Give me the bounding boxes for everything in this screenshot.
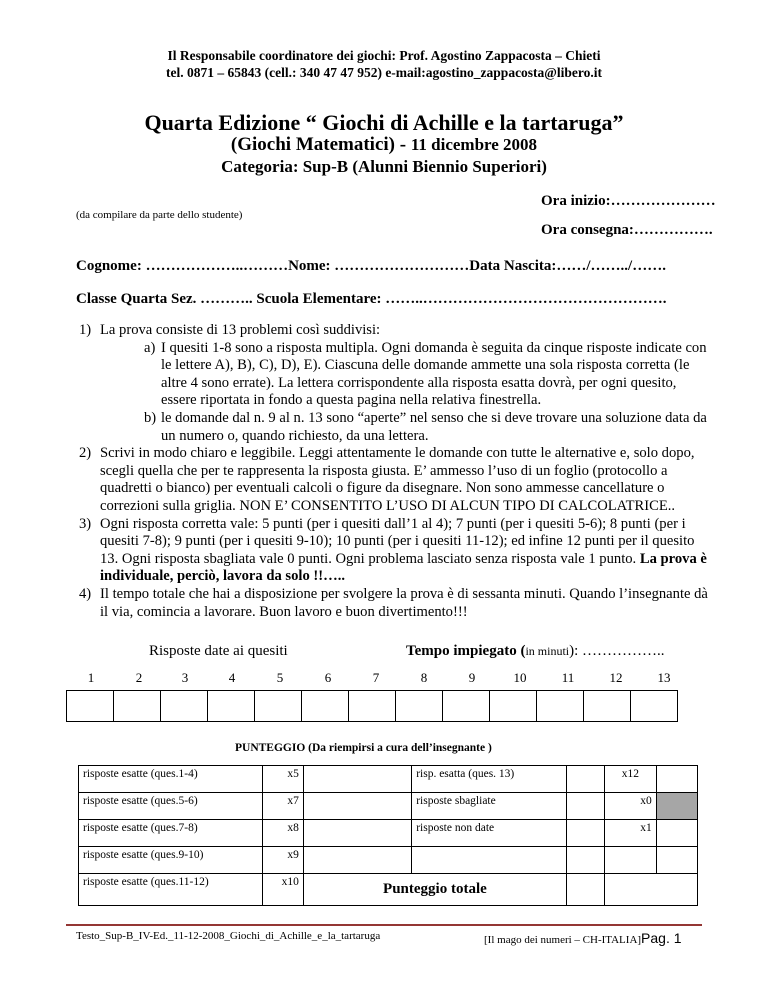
- score-multiplier: x8: [262, 820, 303, 847]
- instruction-4: 4) Il tempo totale che hai a disposizione per svolgere la prova è di sessanta minuti. Quando l’insegnante dà il via, comincia a lavorare. Buon lavoro e buon divertimento!!!: [79, 585, 708, 620]
- answer-box-6[interactable]: [302, 691, 349, 722]
- answer-number: 10: [513, 670, 527, 685]
- category-title: Categoria: Sup-B (Alunni Biennio Superiori): [221, 157, 547, 176]
- score-cell[interactable]: [303, 793, 411, 820]
- score-cell[interactable]: [566, 820, 604, 847]
- instruction-1: 1) La prova consiste di 13 problemi così suddivisi:: [79, 322, 381, 338]
- coordinator-line: Il Responsabile coordinatore dei giochi: Prof. Agostino Zappacosta – Chieti: [167, 48, 601, 63]
- score-cell[interactable]: [656, 847, 697, 874]
- score-table: [78, 765, 698, 906]
- instruction-1a: a) I quesiti 1-8 sono a risposta multipla. Ogni domanda è seguita da cinque risposte indicate con le lettere A), B), C), D), E). Ciascuna delle domande ammette una sola risposta corretta (le altre 4 sono errate). La lettera corrispondente alla risposta esatta dovrà, per ogni quesito, essere riportata in fondo a questa pagina nella relativa finestrella.: [144, 339, 707, 409]
- score-cell[interactable]: [566, 793, 604, 820]
- score-multiplier: x5: [262, 766, 303, 793]
- student-note: (da compilare da parte dello studente): [76, 209, 243, 221]
- score-cell[interactable]: [566, 766, 604, 793]
- answer-box-4[interactable]: [208, 691, 255, 722]
- answer-box-2[interactable]: [114, 691, 161, 722]
- answer-number: 1: [87, 670, 95, 685]
- score-cell[interactable]: [605, 847, 657, 874]
- answer-number: 9: [468, 670, 476, 685]
- score-cell[interactable]: [566, 874, 604, 906]
- page-subtitle: (Giochi Matematici) - 11 dicembre 2008: [230, 134, 538, 155]
- answer-box-11[interactable]: [537, 691, 584, 722]
- answer-box-9[interactable]: [443, 691, 490, 722]
- answer-grid: [66, 690, 678, 722]
- score-label: risposte sbagliate: [412, 793, 567, 820]
- score-cell[interactable]: [303, 766, 411, 793]
- answer-number: 8: [420, 670, 428, 685]
- total-score-cell[interactable]: [605, 874, 698, 906]
- answer-box-1[interactable]: [67, 691, 114, 722]
- answer-number: 12: [609, 670, 623, 685]
- footer-credit: [Il mago dei numeri – CH-ITALIA]Pag. 1: [484, 930, 682, 946]
- answer-box-7[interactable]: [349, 691, 396, 722]
- answer-number: 11: [561, 670, 575, 685]
- score-heading: PUNTEGGIO (Da riempirsi a cura dell’insegnante ): [235, 742, 492, 754]
- answer-number: 3: [181, 670, 189, 685]
- score-multiplier: x9: [262, 847, 303, 874]
- answer-box-3[interactable]: [161, 691, 208, 722]
- answer-box-5[interactable]: [255, 691, 302, 722]
- school-info-line[interactable]: Classe Quarta Sez. ……….. Scuola Elementare: ……..………………………………………….: [76, 291, 667, 307]
- page-number: Pag. 1: [641, 930, 682, 946]
- start-time-field[interactable]: Ora inizio:…………………: [541, 193, 716, 209]
- score-cell[interactable]: [303, 847, 411, 874]
- answer-box-10[interactable]: [490, 691, 537, 722]
- answer-box-8[interactable]: [396, 691, 443, 722]
- instruction-3: 3) Ogni risposta corretta vale: 5 punti (per i quesiti dall’1 al 4); 7 punti (per i quesiti 5-6); 8 punti (per i quesiti 7-8); 9 punti (per i quesiti 9-10); 10 punti (per i quesiti 11-12); ed infine 12 punti per il quesito 13. Ogni risposta sbagliata vale 0 punti. Ogni problema lasciato senza risposta vale 1 punto. La prova è individuale, perciò, lavora da solo !!…..: [79, 515, 707, 585]
- instruction-1b: b) le domande dal n. 9 al n. 13 sono “aperte” nel senso che si deve trovare una soluzione data da un numero o, quando richiesto, da una lettera.: [144, 409, 707, 444]
- answer-number: 6: [324, 670, 332, 685]
- time-used-label[interactable]: Tempo impiegato (in minuti): ……………..: [406, 643, 665, 659]
- score-multiplier: x7: [262, 793, 303, 820]
- score-label: risposte non date: [412, 820, 567, 847]
- score-cell[interactable]: [656, 766, 697, 793]
- student-info-line[interactable]: Cognome: ………………..………Nome: ………………………Data Nascita:……/……../…….: [76, 258, 666, 274]
- end-time-field[interactable]: Ora consegna:…………….: [541, 222, 713, 238]
- answers-label: Risposte date ai quesiti: [149, 643, 288, 659]
- footer-divider: [66, 924, 702, 926]
- contact-line: tel. 0871 – 65843 (cell.: 340 47 47 952) e-mail:agostino_zappacosta@libero.it: [165, 65, 602, 80]
- score-multiplier: x10: [262, 874, 303, 906]
- score-label: risposte esatte (ques.11-12): [79, 874, 263, 906]
- score-cell[interactable]: [412, 847, 567, 874]
- score-multiplier: x1: [605, 820, 657, 847]
- score-label: risposte esatte (ques.9-10): [79, 847, 263, 874]
- score-multiplier: x12: [605, 766, 657, 793]
- answer-number: 7: [372, 670, 380, 685]
- score-label: risposte esatte (ques.5-6): [79, 793, 263, 820]
- score-cell[interactable]: [303, 820, 411, 847]
- answer-box-13[interactable]: [631, 691, 678, 722]
- answer-number: 13: [657, 670, 671, 685]
- answer-number: 2: [135, 670, 143, 685]
- score-label: risposte esatte (ques.1-4): [79, 766, 263, 793]
- score-cell[interactable]: [656, 820, 697, 847]
- instructions-list: [79, 322, 710, 621]
- answer-number: 5: [276, 670, 284, 685]
- instruction-2: 2) Scrivi in modo chiaro e leggibile. Leggi attentamente le domande con tutte le alternative e, solo dopo, scegli quella che per te rappresenta la risposta giusta. E’ ammesso l’uso di un foglio (protocollo a quadretti o bianco) per eventuali calcoli o figure da disegnare. Non sono ammesse cancellature o correzioni sulla griglia. NON E’ CONSENTITO L’USO DI ALCUN TIPO DI CALCOLATRICE..: [79, 445, 695, 514]
- total-score-label: Punteggio totale: [303, 874, 566, 906]
- score-multiplier: x0: [605, 793, 657, 820]
- score-label: risp. esatta (ques. 13): [412, 766, 567, 793]
- answer-box-12[interactable]: [584, 691, 631, 722]
- shaded-cell: [656, 793, 697, 820]
- score-cell[interactable]: [566, 847, 604, 874]
- footer-filename: Testo_Sup-B_IV-Ed._11-12-2008_Giochi_di_Achille_e_la_tartaruga: [76, 930, 381, 942]
- answer-number: 4: [228, 670, 236, 685]
- page-title: Quarta Edizione “ Giochi di Achille e la tartaruga”: [144, 110, 624, 135]
- score-label: risposte esatte (ques.7-8): [79, 820, 263, 847]
